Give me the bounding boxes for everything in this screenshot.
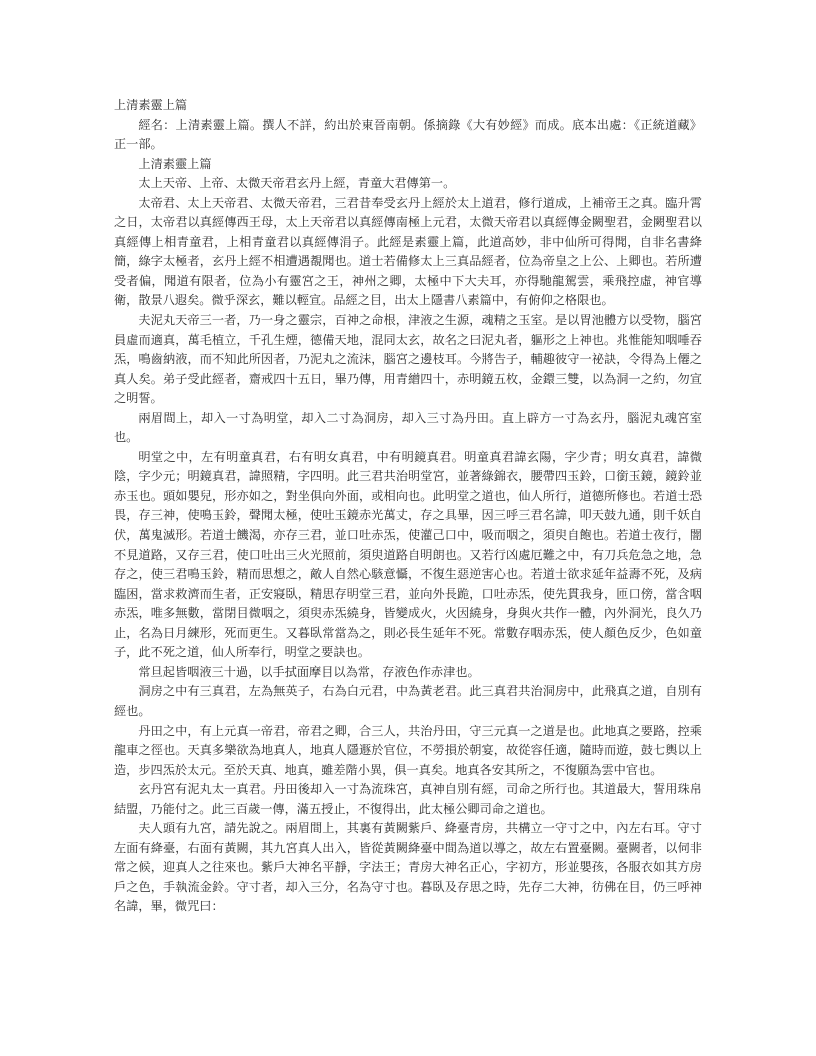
- body-paragraph-9: 夫人頭有九宮，請先說之。兩眉間上，其裏有黃闕紫戶、絳臺青房，共構立一守寸之中，內左右耳。守寸左面有絳臺，右面有黃闕，其九宮真人出入，皆從黃闕絳臺中間為道以導之，故左右置臺闕。臺闕者，以伺非常之候，迎真人之往來也。紫戶大神名平靜，字法王；青房大神名正心，字初方，形並嬰孩，各服衣如其方房戶之色，手執流金鈴。守寸者，却入三分，名為守寸也。暮臥及存思之時，先存二大神，彷佛在目，仍三呼神名諱，畢，微咒曰：: [114, 821, 702, 914]
- body-paragraph-5: 常旦起皆咽液三十過，以手拭面摩目以為常，存液色作赤津也。: [138, 664, 480, 679]
- subtitle-line: 太上天帝、上帝、太微天帝君玄丹上經，青童大君傳第一。: [138, 176, 456, 191]
- body-paragraph-1: 太帝君、太上天帝君、太微天帝君，三君昔奉受玄丹上經於太上道君，修行道成，上補帝王之真。臨升霄之日，太帝君以真經傳西王母，太上天帝君以真經傳南極上元君，太微天帝君以真經傳金闕聖君，金闕聖君以真經傳上相青童君，上相青童君以真經傳涓子。此經是素靈上篇，此道高妙，非中仙所可得聞，自非名書絳簡，綠字太極者，玄丹上經不相遭遇覩聞也。道士若備修太上三真品經者，位為帝皇之上公、上卿也。若所遭受者偏，聞道有限者，位為小有靈宮之王，神州之卿，太極中下大夫耳，亦得馳龍駕雲，乘飛控虛，神官導衛，散景八遐矣。微乎深玄，難以輕宣。品經之目，出太上隱書八素篇中，有俯仰之格限也。: [114, 195, 702, 308]
- body-paragraph-4: 明堂之中，左有明童真君，右有明女真君，中有明鏡真君。明童真君諱玄陽，字少青；明女真君，諱微陰，字少元；明鏡真君，諱照精，字四明。此三君共治明堂宮，並著綠錦衣，腰帶四玉鈴，口銜玉鏡，鏡鈴並赤玉也。頭如嬰兒，形亦如之，對坐俱向外面，或相向也。此明堂之道也，仙人所行，道德所修也。若道士恐畏，存三神，使鳴玉鈴，聲聞太極，使吐玉鏡赤光萬丈，存之具畢，因三呼三君名諱，叩天鼓九通，則千妖自伏，萬鬼滅形。若道士饑渴，亦存三君，並口吐赤炁，使灌己口中，吸而咽之，須臾自飽也。若道士夜行，闇不見道路，又存三君，使口吐出三火光照前，須臾道路自明朗也。又若行凶處厄難之中，有刀兵危急之地，急存之，使三君鳴玉鈴，精而思想之，敵人自然心駭意懾，不復生惡逆害心也。若道士欲求延年益壽不死，及病臨困，當求救濟而生者，正安寢臥，精思存明堂三君，並向外長跪，口吐赤炁，使先貫我身，匝口傍，當含咽赤炁，唯多無數，當閉目微咽之，須臾赤炁繞身，皆變成火，火因繞身，身與火共作一體，內外洞光，良久乃止，名為日月練形，死而更生。又暮臥常當為之，則必長生延年不死。常數存咽赤炁，使人顏色反少，色如童子，此不死之道，仙人所奉行，明堂之要訣也。: [114, 449, 702, 660]
- document-body: [114, 96, 702, 917]
- colophon-paragraph: 經名：上清素靈上篇。撰人不詳，約出於東晉南朝。係摘錄《大有妙經》而成。底本出處：《正統道藏》正一部。: [114, 117, 702, 152]
- document-title-line: 上清素靈上篇: [114, 98, 188, 112]
- body-paragraph-3: 兩眉間上，却入一寸為明堂，却入二寸為洞房，却入三寸為丹田。直上辟方一寸為玄丹，腦泥丸魂宮室也。: [114, 410, 702, 445]
- body-paragraph-2: 夫泥丸天帝三一者，乃一身之靈宗，百神之命根，津液之生源，魂精之玉室。是以胃池體方以受物，腦宮員虛而適真，萬毛植立，千孔生煙，德備天地，混同太玄，故名之曰泥丸者，軀形之上神也。兆惟能知咽唾吞炁，鳴齒納液，而不知此所因者，乃泥丸之流沫，腦宮之邊枝耳。今將告子，輔趣彼守一祕訣，令得為上僊之真人矣。弟子受此經者，齋戒四十五日，畢乃傳，用青繒四十，赤明鏡五枚，金鐶三雙，以為洞一之約，勿宣之明誓。: [114, 313, 702, 406]
- body-paragraph-8: 玄丹宮有泥丸太一真君。丹田後却入一寸為流珠宮，真神自別有經，司命之所行也。其道最大，誓用珠帛結盟，乃能付之。此三百歲一傳，滿五授止，不復得出，此太極公卿司命之道也。: [114, 782, 702, 816]
- body-paragraph-7: 丹田之中，有上元真一帝君，帝君之卿，合三人，共治丹田，守三元真一之道是也。此地真之要路，控乘龍車之徑也。天真多樂欲為地真人，地真人隱遯於官位，不勞損於朝宴，故從容任適，隨時而遊，鼓七輿以上造，步四炁於太元。至於天真、地真，雖差階小異，俱一真矣。地真各安其所之，不復願為雲中官也。: [114, 723, 702, 777]
- body-paragraph-6: 洞房之中有三真君，左為無英子，右為白元君，中為黃老君。此三真君共治洞房中，此飛真之道，自別有經也。: [114, 684, 702, 718]
- section-heading: 上清素靈上篇: [138, 156, 212, 171]
